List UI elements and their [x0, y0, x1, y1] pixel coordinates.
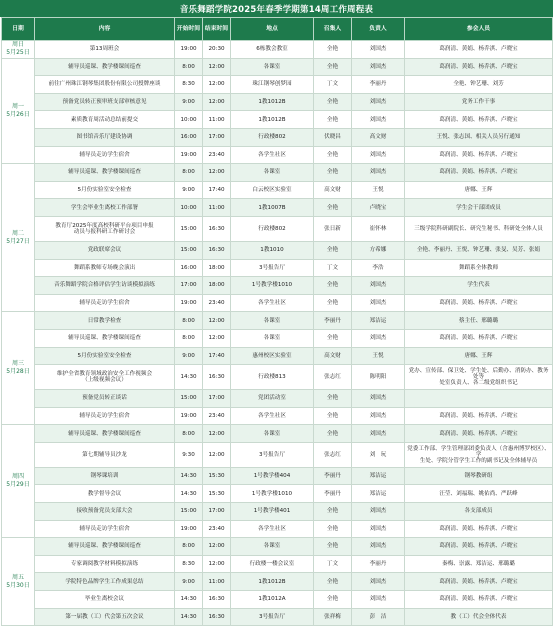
cell-host: 全艳 [314, 146, 352, 164]
cell-lead: 刘国杰 [352, 93, 405, 111]
cell-attendees: 王悦、张志国、相关人员另行通知 [405, 128, 553, 146]
cell-host: 全艳 [314, 199, 352, 217]
table-row [2, 365, 553, 390]
table-row [2, 329, 553, 347]
cell-host: 全艳 [314, 164, 352, 182]
cell-attendees: 蔡主任、邢璐璐 [405, 312, 553, 330]
cell-content: 接收预备党员支部大会 [35, 503, 175, 521]
cell-host: 全艳 [314, 58, 352, 76]
cell-end-time: 17:40 [203, 181, 231, 199]
table-row [2, 58, 553, 76]
cell-end-time: 12:00 [203, 93, 231, 111]
cell-end-time: 23:40 [203, 146, 231, 164]
cell-lead: 刘国杰 [352, 329, 405, 347]
cell-start-time: 19:00 [175, 294, 203, 312]
cell-lead: 刘国杰 [352, 294, 405, 312]
cell-content: 钢琴课培训 [35, 467, 175, 485]
cell-lead: 崔怀林 [352, 216, 405, 241]
cell-place: 1教1007B [231, 199, 314, 217]
column-header-lead: 负责人 [352, 18, 405, 41]
table-row [2, 520, 553, 538]
cell-end-time: 17:40 [203, 347, 231, 365]
cell-attendees: 全艳、钟艺珊、刘芳 [405, 76, 553, 94]
cell-attendees: 葛润清、黄娟、杨乔淇、卢晓宝 [405, 425, 553, 443]
cell-start-time: 19:00 [175, 520, 203, 538]
cell-attendees: 葛润清、黄娟、杨乔淇、卢晓宝 [405, 573, 553, 591]
cell-attendees: 葛润清、黄娟、杨乔淇、卢晓宝 [405, 111, 553, 129]
column-header-content: 内容 [35, 18, 175, 41]
day-label: 周一 5月26日 [2, 58, 35, 164]
cell-content: 素质教育周活动总结前提交 [35, 111, 175, 129]
cell-start-time: 14:30 [175, 485, 203, 503]
table-row [2, 467, 553, 485]
cell-attendees: 唐娜、王辉 [405, 347, 553, 365]
day-label: 周日 5月25日 [2, 41, 35, 59]
cell-content: 舞蹈系教师专场晚会演出 [35, 259, 175, 277]
cell-lead: 李丽丹 [352, 555, 405, 573]
cell-end-time: 12:00 [203, 76, 231, 94]
cell-lead: 刘国杰 [352, 390, 405, 408]
cell-end-time: 16:30 [203, 591, 231, 609]
cell-place: 行政楼一楼会议室 [231, 555, 314, 573]
cell-lead: 王悦 [352, 181, 405, 199]
cell-place: 1号教学楼401 [231, 503, 314, 521]
day-label: 周三 5月28日 [2, 312, 35, 425]
cell-content: 辅导员走访学生宿舍 [35, 294, 175, 312]
cell-lead: 王悦 [352, 347, 405, 365]
cell-end-time: 12:00 [203, 58, 231, 76]
cell-lead: 高文财 [352, 128, 405, 146]
table-row [2, 241, 553, 259]
cell-attendees: 葛润清、黄娟、杨乔淇、卢晓宝 [405, 591, 553, 609]
cell-host: 高文财 [314, 181, 352, 199]
cell-place: 各课室 [231, 329, 314, 347]
cell-lead: 刘国杰 [352, 111, 405, 129]
cell-host: 全艳 [314, 111, 352, 129]
cell-lead: 卢晓宝 [352, 199, 405, 217]
cell-lead: 李丽丹 [352, 76, 405, 94]
table-row [2, 347, 553, 365]
cell-content: 前往广州珠江钢琴集团股份有限公司授牌座谈 [35, 76, 175, 94]
cell-start-time: 14:30 [175, 608, 203, 626]
cell-start-time: 8:00 [175, 164, 203, 182]
table-row [2, 503, 553, 521]
cell-end-time: 11:00 [203, 199, 231, 217]
table-row [2, 164, 553, 182]
cell-end-time: 12:00 [203, 329, 231, 347]
cell-host: 全艳 [314, 41, 352, 59]
cell-attendees: 汪莹、刘福瑞、姚佑尚、严跃峰 [405, 485, 553, 503]
cell-host: 全艳 [314, 425, 352, 443]
cell-place: 3号报告厅 [231, 442, 314, 467]
cell-content: 维护全省教育领域政治安全工作视频会 （上级视频会议） [35, 365, 175, 390]
cell-lead: 刘国杰 [352, 58, 405, 76]
cell-place: 各学生社区 [231, 407, 314, 425]
table-row [2, 277, 553, 295]
table-row [2, 573, 553, 591]
cell-content: 预备党员转正谈话 [35, 390, 175, 408]
cell-lead: 彭 洁 [352, 608, 405, 626]
cell-start-time: 8:30 [175, 76, 203, 94]
cell-end-time: 16:30 [203, 241, 231, 259]
cell-attendees: 唐娜、王辉 [405, 181, 553, 199]
cell-lead: 刘国杰 [352, 520, 405, 538]
cell-content: 教学督导会议 [35, 485, 175, 503]
cell-attendees: 葛润清、黄娟、杨乔淇、卢晓宝 [405, 520, 553, 538]
cell-attendees: 葛润清、黄娟、杨乔淇、卢晓宝 [405, 294, 553, 312]
cell-content: 第一届教（工）代会第五次会议 [35, 608, 175, 626]
cell-lead: 刘国杰 [352, 146, 405, 164]
cell-lead: 方希娜 [352, 241, 405, 259]
column-header-host: 召集人 [314, 18, 352, 41]
cell-lead: 陈明阳 [352, 365, 405, 390]
cell-lead: 刘国杰 [352, 425, 405, 443]
cell-place: 珠江钢琴创梦园 [231, 76, 314, 94]
cell-end-time: 20:30 [203, 41, 231, 59]
cell-end-time: 16:30 [203, 365, 231, 390]
cell-attendees: 党务工作干事 [405, 93, 553, 111]
cell-attendees: 葛润清、黄娟、杨乔淇、卢晓宝 [405, 538, 553, 556]
cell-attendees: 党办、宣传部、保卫处、学生处、后勤办、消防办、教务处等 处室负责人、各二级党组织书记 [405, 365, 553, 390]
cell-content: 教育厅2025年度高校科研平台项目申报 动员与报科研工作研讨会 [35, 216, 175, 241]
cell-place: 1号教学楼1010 [231, 485, 314, 503]
cell-lead: 刘国杰 [352, 573, 405, 591]
table-row [2, 146, 553, 164]
table-row [2, 128, 553, 146]
table-row [2, 294, 553, 312]
cell-lead: 郑洁运 [352, 312, 405, 330]
cell-start-time: 16:00 [175, 128, 203, 146]
cell-host: 丁文 [314, 76, 352, 94]
cell-start-time: 19:00 [175, 41, 203, 59]
cell-start-time: 8:00 [175, 425, 203, 443]
table-row [2, 608, 553, 626]
cell-host: 张日新 [314, 216, 352, 241]
cell-content: 辅导员巡课、教学楼课间巡查 [35, 538, 175, 556]
schedule-table [1, 17, 553, 626]
cell-content: 音乐舞蹈学院合格评估学生访谈模拟演练 [35, 277, 175, 295]
table-row [2, 93, 553, 111]
cell-lead: 郑洁运 [352, 467, 405, 485]
cell-host: 李丽丹 [314, 467, 352, 485]
table-row [2, 312, 553, 330]
cell-attendees: 葛润清、黄娟、杨乔淇、卢晓宝 [405, 58, 553, 76]
cell-end-time: 12:00 [203, 442, 231, 467]
cell-start-time: 8:00 [175, 538, 203, 556]
cell-lead: 刘国杰 [352, 164, 405, 182]
table-row [2, 390, 553, 408]
cell-host: 丁文 [314, 555, 352, 573]
cell-attendees: 葛润清、黄娟、杨乔淇、卢晓宝 [405, 407, 553, 425]
table-row [2, 259, 553, 277]
cell-lead: 刘国杰 [352, 407, 405, 425]
column-header-date: 日期 [2, 18, 35, 41]
cell-place: 1教1012B [231, 93, 314, 111]
cell-attendees: 钢琴教研组 [405, 467, 553, 485]
cell-host: 全艳 [314, 294, 352, 312]
cell-attendees: 各支部成员 [405, 503, 553, 521]
cell-end-time: 12:00 [203, 164, 231, 182]
cell-content: 日常教学检查 [35, 312, 175, 330]
cell-place: 行政楼813 [231, 365, 314, 390]
cell-content: 辅导员巡课、教学楼课间巡查 [35, 164, 175, 182]
cell-attendees: 葛润清、黄娟、杨乔淇、卢晓宝 [405, 146, 553, 164]
cell-end-time: 12:00 [203, 425, 231, 443]
cell-start-time: 8:00 [175, 329, 203, 347]
table-row [2, 76, 553, 94]
cell-start-time: 9:00 [175, 93, 203, 111]
cell-host: 全艳 [314, 93, 352, 111]
cell-start-time: 9:00 [175, 181, 203, 199]
cell-place: 3号报告厅 [231, 259, 314, 277]
cell-content: 辅导员走访学生宿舍 [35, 146, 175, 164]
cell-start-time: 10:00 [175, 111, 203, 129]
table-row [2, 181, 553, 199]
cell-place: 各课室 [231, 538, 314, 556]
cell-place: 白云校区实验室 [231, 181, 314, 199]
cell-start-time: 16:00 [175, 259, 203, 277]
cell-attendees: 党委工作部、学生管理部团委负责人（含惠州博罗校区）、学 生处、学院分管学生工作的副书记及全体辅导员 [405, 442, 553, 467]
cell-content: 图书馆音乐厅建设协调 [35, 128, 175, 146]
cell-start-time: 14:30 [175, 365, 203, 390]
cell-start-time: 14:30 [175, 467, 203, 485]
cell-host: 全艳 [314, 538, 352, 556]
cell-end-time: 17:00 [203, 128, 231, 146]
cell-host: 李丽丹 [314, 485, 352, 503]
column-header-start-time: 开始时间 [175, 18, 203, 41]
cell-place: 行政楼802 [231, 216, 314, 241]
cell-lead: 刘国杰 [352, 591, 405, 609]
cell-place: 1号教学楼404 [231, 467, 314, 485]
cell-content: 辅导员巡课、教学楼课间巡查 [35, 329, 175, 347]
cell-end-time: 11:00 [203, 111, 231, 129]
day-label: 周五 5月30日 [2, 538, 35, 626]
cell-host: 李丽丹 [314, 312, 352, 330]
cell-end-time: 23:40 [203, 294, 231, 312]
cell-attendees: 秦梅、崇露、郑洁运、邢璐璐 [405, 555, 553, 573]
cell-start-time: 9:00 [175, 347, 203, 365]
cell-place: 惠州校区实验室 [231, 347, 314, 365]
cell-place: 1教1012B [231, 111, 314, 129]
page-title: 音乐舞蹈学院2025年春季学期第14周工作周程表 [0, 0, 553, 17]
cell-place: 3号报告厅 [231, 608, 314, 626]
cell-place: 1号教学楼1010 [231, 277, 314, 295]
cell-attendees: 学生代表 [405, 277, 553, 295]
cell-attendees: 教（工）代会全体代表 [405, 608, 553, 626]
table-row [2, 199, 553, 217]
cell-end-time: 23:40 [203, 407, 231, 425]
cell-attendees [405, 390, 553, 408]
cell-attendees: 全艳、李丽丹、王悦、钟艺珊、张旻、吴芳、张娟 [405, 241, 553, 259]
cell-content: 专家调阅教学材料模拟演练 [35, 555, 175, 573]
cell-attendees: 葛润清、黄娟、杨乔淇、卢晓宝 [405, 329, 553, 347]
cell-content: 辅导员巡课、教学楼课间巡查 [35, 425, 175, 443]
cell-attendees: 舞蹈系全体教师 [405, 259, 553, 277]
cell-host: 丁文 [314, 259, 352, 277]
cell-lead: 郑洁运 [352, 485, 405, 503]
cell-start-time: 15:00 [175, 390, 203, 408]
cell-content: 学生会毕业生离校工作部署 [35, 199, 175, 217]
cell-start-time: 15:00 [175, 216, 203, 241]
schedule-body [2, 41, 553, 626]
table-row [2, 485, 553, 503]
cell-start-time: 19:00 [175, 407, 203, 425]
cell-attendees: 葛润清、黄娟、杨乔淇、卢晓宝 [405, 41, 553, 59]
cell-place: 各学生社区 [231, 520, 314, 538]
cell-content: 5月份实验室安全检查 [35, 347, 175, 365]
cell-host: 全艳 [314, 407, 352, 425]
cell-place: 各课室 [231, 312, 314, 330]
cell-host: 张志红 [314, 365, 352, 390]
cell-content: 第七期辅导员沙龙 [35, 442, 175, 467]
cell-attendees: 学生会干部团成员 [405, 199, 553, 217]
table-row [2, 216, 553, 241]
table-row [2, 555, 553, 573]
cell-end-time: 17:00 [203, 390, 231, 408]
cell-end-time: 11:00 [203, 573, 231, 591]
cell-host: 全艳 [314, 277, 352, 295]
table-row [2, 111, 553, 129]
cell-start-time: 9:30 [175, 442, 203, 467]
cell-end-time: 12:00 [203, 312, 231, 330]
table-row [2, 442, 553, 467]
cell-end-time: 15:30 [203, 485, 231, 503]
cell-content: 辅导员走访学生宿舍 [35, 407, 175, 425]
cell-end-time: 18:00 [203, 277, 231, 295]
table-row [2, 538, 553, 556]
cell-content: 第13周班会 [35, 41, 175, 59]
cell-host: 全艳 [314, 241, 352, 259]
cell-start-time: 10:00 [175, 199, 203, 217]
cell-end-time: 16:30 [203, 216, 231, 241]
cell-place: 1教1010 [231, 241, 314, 259]
cell-place: 各课室 [231, 58, 314, 76]
cell-attendees: 三级学院科研副院长、研究生秘书、科研处全体人员 [405, 216, 553, 241]
cell-end-time: 12:00 [203, 555, 231, 573]
cell-place: 行政楼802 [231, 128, 314, 146]
cell-host: 全艳 [314, 520, 352, 538]
cell-host: 全艳 [314, 573, 352, 591]
cell-content: 毕业生离校会议 [35, 591, 175, 609]
cell-content: 5月份实验室安全检查 [35, 181, 175, 199]
cell-start-time: 15:00 [175, 503, 203, 521]
cell-host: 全艳 [314, 591, 352, 609]
cell-place: 各课室 [231, 425, 314, 443]
cell-place: 各学生社区 [231, 146, 314, 164]
cell-place: 党团活动室 [231, 390, 314, 408]
cell-place: 1教1012A [231, 591, 314, 609]
cell-place: 1教1012B [231, 573, 314, 591]
cell-place: 各学生社区 [231, 294, 314, 312]
cell-host: 全艳 [314, 503, 352, 521]
cell-lead: 刘国杰 [352, 277, 405, 295]
cell-start-time: 8:00 [175, 58, 203, 76]
cell-end-time: 18:00 [203, 259, 231, 277]
cell-end-time: 23:40 [203, 520, 231, 538]
cell-start-time: 9:00 [175, 573, 203, 591]
cell-lead: 李浩 [352, 259, 405, 277]
cell-lead: 刘国杰 [352, 503, 405, 521]
cell-end-time: 16:30 [203, 608, 231, 626]
cell-start-time: 8:00 [175, 312, 203, 330]
cell-host: 高文财 [314, 347, 352, 365]
column-header-place: 地点 [231, 18, 314, 41]
cell-content: 党政联席会议 [35, 241, 175, 259]
cell-start-time: 17:00 [175, 277, 203, 295]
cell-start-time: 19:00 [175, 146, 203, 164]
cell-attendees: 葛润清、黄娟、杨乔淇、卢晓宝 [405, 164, 553, 182]
column-header-attendees: 参会人员 [405, 18, 553, 41]
table-row [2, 591, 553, 609]
cell-start-time: 15:00 [175, 241, 203, 259]
cell-start-time: 8:30 [175, 555, 203, 573]
cell-host: 张志红 [314, 442, 352, 467]
cell-end-time: 15:30 [203, 467, 231, 485]
day-label: 周二 5月27日 [2, 164, 35, 312]
cell-lead: 刘国杰 [352, 538, 405, 556]
cell-content: 预备党员转正预审班支部审核意见 [35, 93, 175, 111]
header-row [2, 18, 553, 41]
table-row [2, 41, 553, 59]
cell-end-time: 12:00 [203, 538, 231, 556]
cell-host: 张祥梅 [314, 608, 352, 626]
cell-start-time: 14:30 [175, 591, 203, 609]
cell-content: 学院特色品牌学生工作成果总结 [35, 573, 175, 591]
cell-lead: 刘国杰 [352, 41, 405, 59]
table-row [2, 425, 553, 443]
cell-lead: 刘 玩 [352, 442, 405, 467]
cell-content: 辅导员巡课、教学楼课间巡查 [35, 58, 175, 76]
cell-place: 各课室 [231, 164, 314, 182]
cell-place: 6栋教会教室 [231, 41, 314, 59]
cell-end-time: 17:00 [203, 503, 231, 521]
table-row [2, 407, 553, 425]
cell-host: 全艳 [314, 329, 352, 347]
cell-content: 辅导员走访学生宿舍 [35, 520, 175, 538]
column-header-end-time: 结束时间 [203, 18, 231, 41]
cell-host: 全艳 [314, 390, 352, 408]
cell-host: 伏晓昌 [314, 128, 352, 146]
day-label: 周四 5月29日 [2, 425, 35, 538]
